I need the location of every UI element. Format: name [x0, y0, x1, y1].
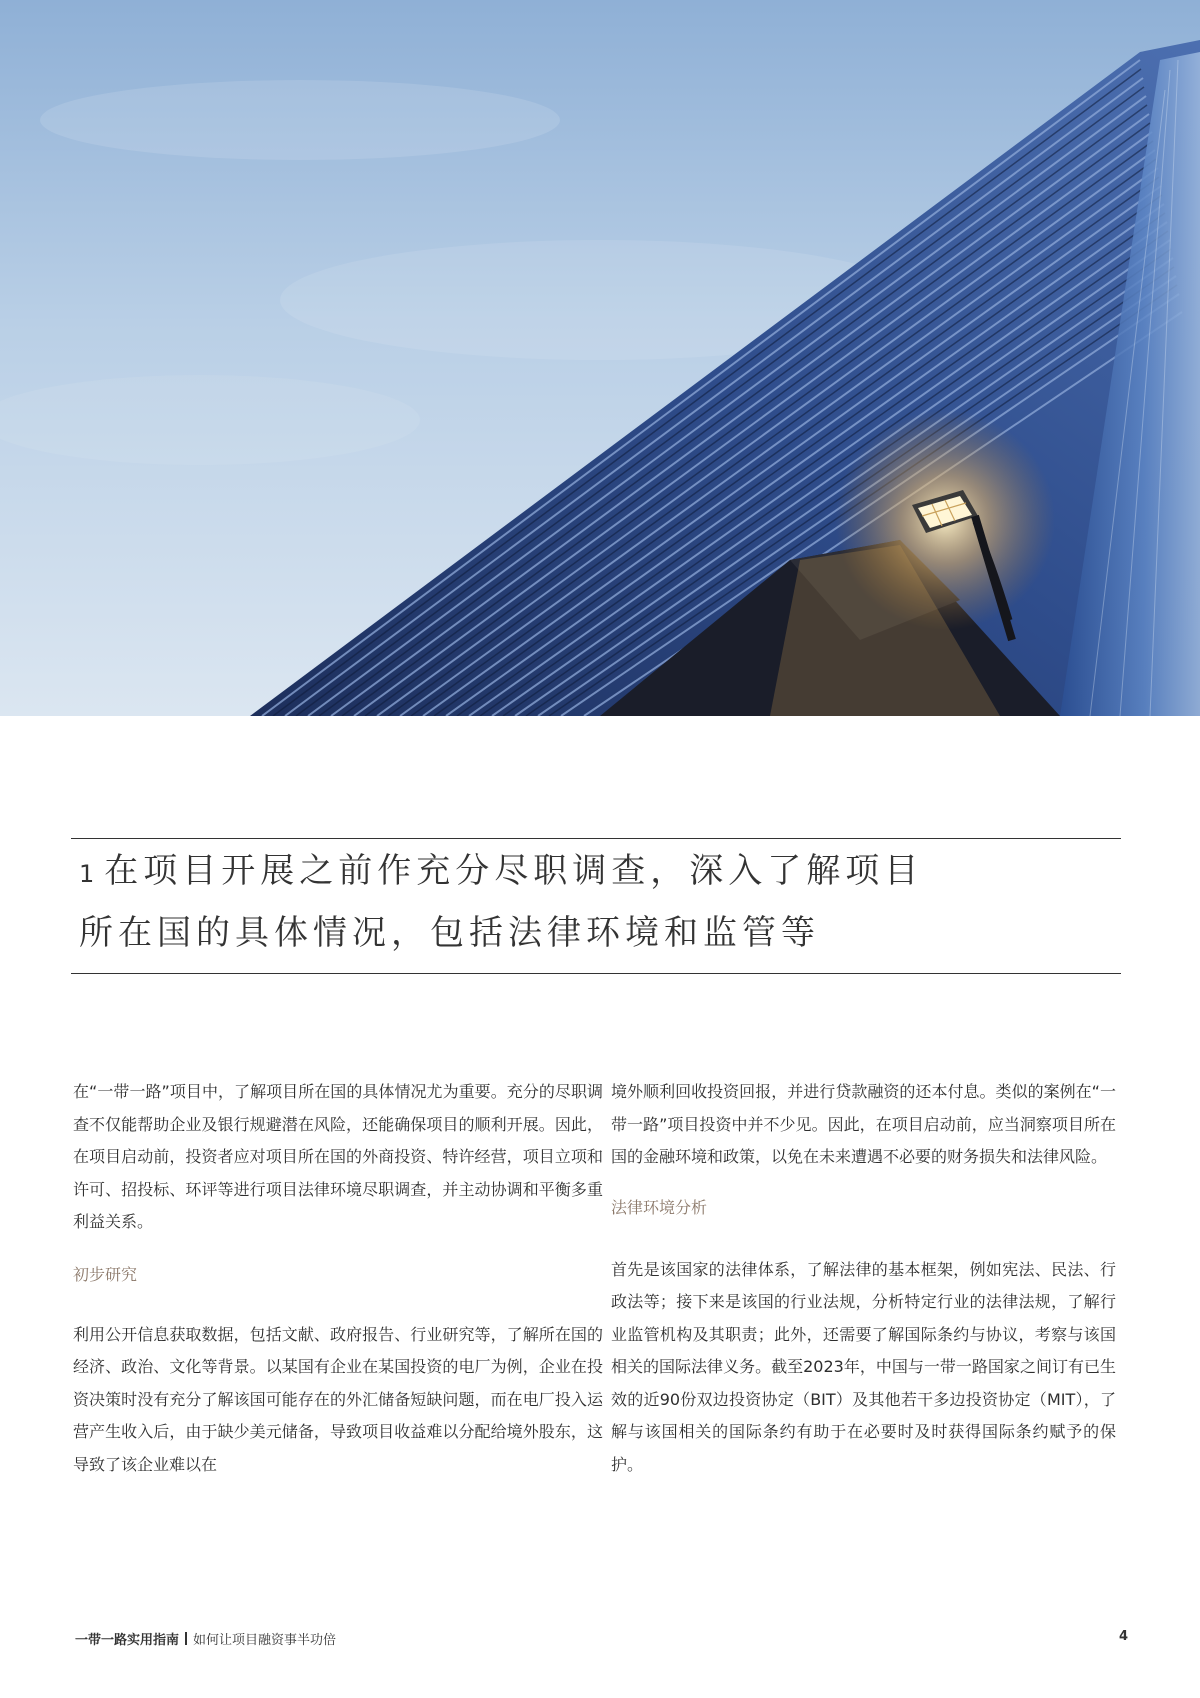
research-paragraph: 利用公开信息获取数据，包括文献、政府报告、行业研究等，了解所在国的经济、政治、文化等背景。以某国有企业在某国投资的电厂为例，企业在投资决策时没有充分了解该国可能存在的外汇储备短缺问题，而在电厂投入运营产生收入后，由于缺少美元储备，导致项目收益难以分配给境外股东，这导致了该企业难以在: [73, 1324, 603, 1474]
left-column: [73, 1076, 603, 1481]
intro-paragraph: 在“一带一路”项目中，了解项目所在国的具体情况尤为重要。充分的尽职调查不仅能帮助企业及银行规避潜在风险，还能确保项目的顺利开展。因此，在项目启动前，投资者应对项目所在国的外商投资、特许经营，项目立项和许可、招投标、环评等进行项目法律环境尽职调查，并主动协调和平衡多重利益关系。: [73, 1082, 603, 1231]
subhead-preliminary-research: 初步研究: [73, 1264, 138, 1284]
footer-separator: [185, 1632, 187, 1645]
page-number: 4: [1118, 1629, 1128, 1644]
section-title-text-1: 在项目开展之前作充分尽职调查，深入了解项目: [104, 851, 924, 891]
legal-paragraph: 首先是该国家的法律体系，了解法律的基本框架，例如宪法、民法、行政法等；接下来是该国的行业法规，分析特定行业的法律法规，了解行业监管机构及其职责；此外，还需要了解国际条约与协议，考察与该国相关的国际法律义务。截至2023年，中国与一带一路国家之间订有已生效的近90份双边投资协定（BIT）及其他若干多边投资协定（MIT），了解与该国相关的国际条约有助于在必要时及时获得国际条约赋予的保护。: [611, 1259, 1116, 1474]
section-number: 1: [79, 860, 95, 888]
footer-guide-title: 一带一路实用指南: [75, 1633, 180, 1648]
section-title: [71, 838, 1121, 974]
section-title-line-2: 所在国的具体情况，包括法律环境和监管等: [79, 913, 820, 953]
subhead-legal-analysis: 法律环境分析: [611, 1197, 708, 1217]
right-column: [611, 1076, 1116, 1481]
continuation-paragraph: 境外顺利回收投资回报，并进行贷款融资的还本付息。类似的案例在“一带一路”项目投资中并不少见。因此，在项目启动前，应当洞察项目所在国的金融环境和政策，以免在未来遭遇不必要的财务损失和法律风险。: [611, 1082, 1116, 1166]
section-title-line-1: [79, 851, 923, 894]
building-photo: [0, 0, 1200, 716]
page-footer: [75, 1629, 1128, 1651]
footer-subtitle: 如何让项目融资事半功倍: [193, 1633, 337, 1648]
hero-image: [0, 0, 1200, 716]
